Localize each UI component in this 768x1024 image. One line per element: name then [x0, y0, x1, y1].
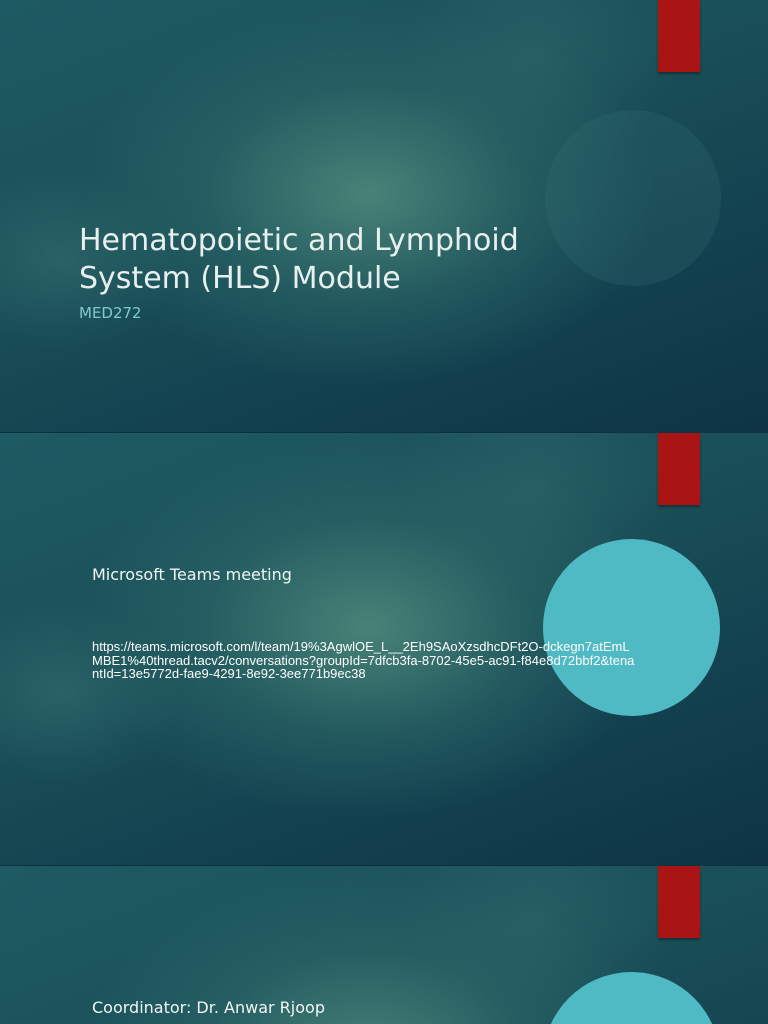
- red-accent-bar: [658, 0, 700, 72]
- red-accent-bar: [658, 433, 700, 505]
- slide-1[interactable]: [0, 0, 768, 432]
- meeting-heading: Microsoft Teams meeting: [92, 565, 292, 584]
- slide-2[interactable]: [0, 433, 768, 865]
- slide-subtitle: MED272: [79, 304, 142, 322]
- red-accent-bar: [658, 866, 700, 938]
- slide-3[interactable]: [0, 866, 768, 1024]
- coordinator-heading: Coordinator: Dr. Anwar Rjoop: [92, 998, 325, 1017]
- teal-circle-decoration: [543, 539, 720, 716]
- teal-circle-decoration: [543, 972, 720, 1024]
- slide-title: Hematopoietic and Lymphoid System (HLS) Module: [79, 223, 519, 296]
- teams-meeting-link[interactable]: https://teams.microsoft.com/l/team/19%3AgwlOE_L__2Eh9SAoXzsdhcDFt2O-dckegn7atEmLMBE1%40thread.tacv2/conversations?groupId=7dfcb3fa-8702-45e5-ac91-f84e8d72bbf2&tenantId=13e5772d-fae9-4291-8e92-3ee771b9ec38: [92, 639, 635, 681]
